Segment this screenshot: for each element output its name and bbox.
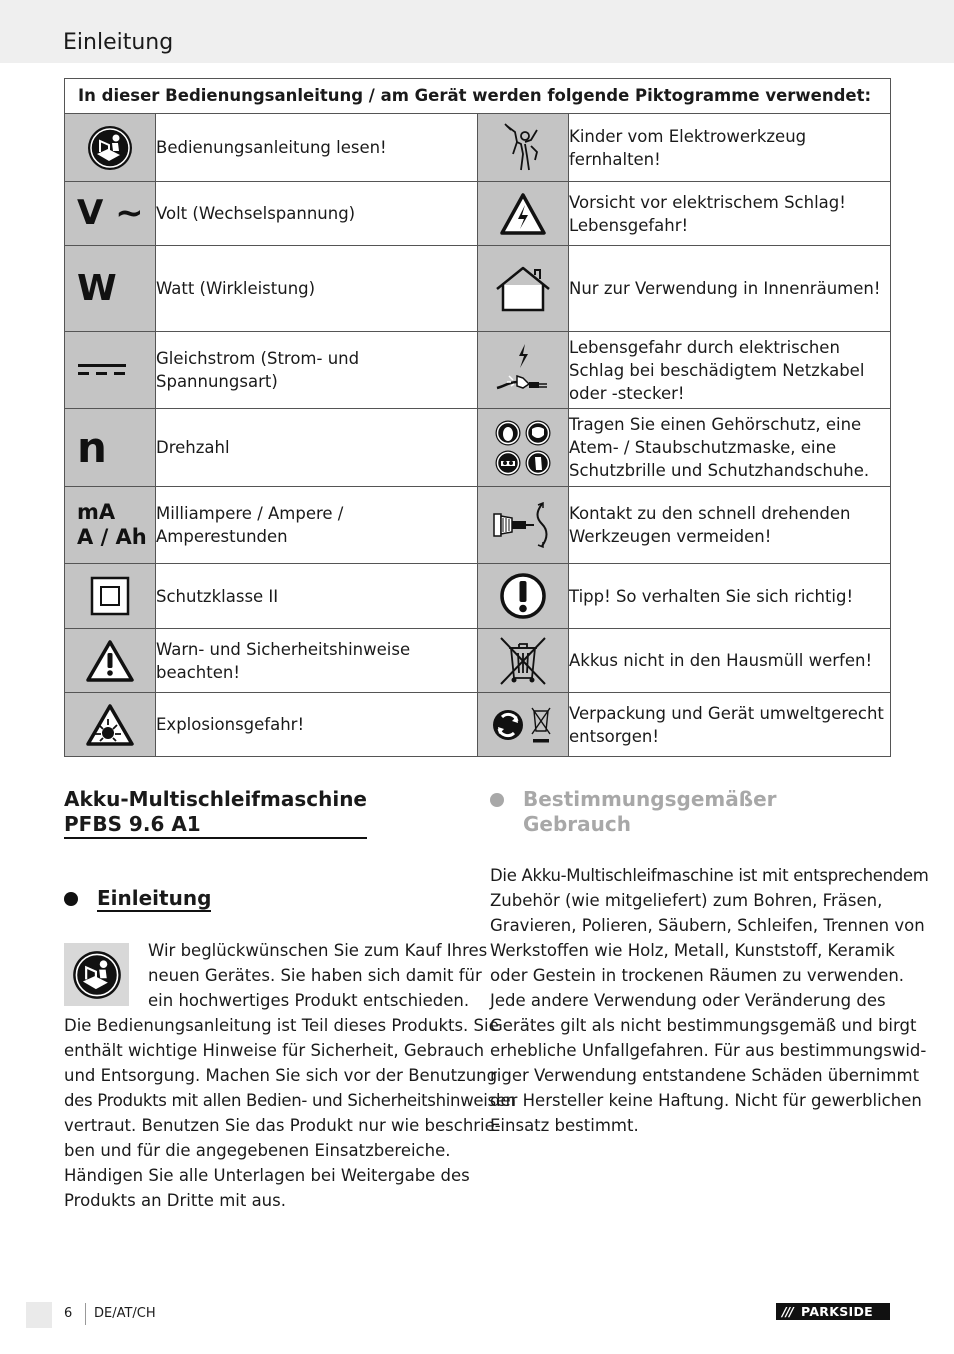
pictogram-description: Akkus nicht in den Hausmüll werfen! xyxy=(569,629,891,693)
text-line: Einsatz bestimmt. xyxy=(490,1116,639,1135)
footer-language: DE/AT/CH xyxy=(94,1306,156,1321)
text-line: Jede andere Verwendung oder Veränderung des xyxy=(490,991,886,1010)
text-line: ein hochwertiges Produkt entschieden. xyxy=(148,991,470,1010)
text-line: neuen Gerätes. Sie haben sich damit für xyxy=(148,966,482,985)
pictogram-description: Verpackung und Gerät umweltgerecht entsorgen! xyxy=(569,693,891,757)
text-line: und Entsorgung. Machen Sie sich vor der Benutzung xyxy=(64,1066,498,1085)
protection-class-ii-icon xyxy=(65,576,155,616)
logo-text: PARKSIDE xyxy=(801,1304,873,1319)
usage-heading xyxy=(490,787,777,837)
pictogram-description: Lebensgefahr durch elektrischen Schlag bei beschädigtem Netzkabel oder -stecker! xyxy=(569,332,891,409)
manual-icon xyxy=(64,943,129,1006)
protective-equipment-icon xyxy=(478,419,568,477)
intro-heading xyxy=(64,886,211,912)
pictogram-description: Nur zur Verwendung in Innenräumen! xyxy=(569,246,891,332)
intro-heading-text: Einleitung xyxy=(97,886,212,910)
usage-heading-line1: Bestimmungsgemäßer xyxy=(523,787,777,811)
text-line: Gerätes gilt als nicht bestimmungsgemäß und birgt xyxy=(490,1016,917,1035)
table-row xyxy=(65,114,891,182)
footer-marker xyxy=(26,1302,52,1328)
pictogram-description: Bedienungsanleitung lesen! xyxy=(156,114,478,182)
explosion-warning-icon xyxy=(65,703,155,747)
logo-slashes: /// xyxy=(782,1304,793,1319)
table-row xyxy=(65,693,891,757)
footer-divider xyxy=(85,1303,86,1325)
ampere-hour-symbol: A / Ah xyxy=(77,525,147,549)
text-line: enthält wichtige Hinweise für Sicherheit, Gebrauch xyxy=(64,1041,485,1060)
direct-current-icon xyxy=(65,362,155,378)
text-line: des Produkts mit allen Bedien- und Sicherheitshinweisen xyxy=(64,1091,516,1110)
product-model: PFBS 9.6 A1 xyxy=(64,812,201,836)
pictogram-description: Schutzklasse II xyxy=(156,564,478,629)
text-line: riger Verwendung entstandene Schäden übernimmt xyxy=(490,1066,920,1085)
table-row xyxy=(65,182,891,246)
manual-icon xyxy=(65,124,155,172)
text-line: ben und für die angegebenen Einsatzbereiche. xyxy=(64,1141,451,1160)
pictogram-description: Milliampere / Ampere / Amperestunden xyxy=(156,487,478,564)
recycling-icon xyxy=(478,703,568,747)
table-row xyxy=(65,409,891,487)
electric-shock-warning-icon xyxy=(478,192,568,236)
bullet-dot-icon xyxy=(490,793,504,807)
text-line: oder Gestein in trockenen Räumen zu verwenden. xyxy=(490,966,905,985)
rotating-tool-icon xyxy=(478,502,568,548)
exclamation-tip-icon xyxy=(478,572,568,620)
pictogram-description: Volt (Wechselspannung) xyxy=(156,182,478,246)
pictogram-description: Gleichstrom (Strom- und Spannungsart) xyxy=(156,332,478,409)
parkside-logo xyxy=(776,1303,890,1320)
page-number: 6 xyxy=(64,1306,73,1321)
pictogram-description: Kinder vom Elektrowerkzeug fernhalten! xyxy=(569,114,891,182)
crossed-bin-icon xyxy=(478,636,568,686)
text-line: Produkts an Dritte mit aus. xyxy=(64,1191,286,1210)
table-row xyxy=(65,246,891,332)
speed-symbol: n xyxy=(77,423,107,472)
pictogram-description: Explosionsgefahr! xyxy=(156,693,478,757)
product-title xyxy=(64,787,367,839)
usage-paragraph xyxy=(490,863,929,1138)
pictogram-description: Warn- und Sicherheitshinweise beachten! xyxy=(156,629,478,693)
text-line: Gravieren, Polieren, Säubern, Schleifen, Trennen von xyxy=(490,916,925,935)
pictogram-description: Tipp! So verhalten Sie sich richtig! xyxy=(569,564,891,629)
pictogram-description: Tragen Sie einen Gehörschutz, eine Atem- / Staubschutzmaske, eine Schutzbrille und Schutzhandschuhe. xyxy=(569,409,891,487)
warning-triangle-icon xyxy=(65,639,155,683)
bullet-dot-icon xyxy=(64,892,78,906)
table-row xyxy=(65,487,891,564)
text-line: Die Bedienungsanleitung ist Teil dieses Produkts. Sie xyxy=(64,1016,499,1035)
text-line: der Hersteller keine Haftung. Nicht für gewerblichen xyxy=(490,1091,922,1110)
text-line: erhebliche Unfallgefahren. Für aus bestimmungswid- xyxy=(490,1041,927,1060)
watt-symbol: W xyxy=(77,268,117,309)
page-title: Einleitung xyxy=(63,30,174,55)
table-row xyxy=(65,564,891,629)
usage-heading-line2: Gebrauch xyxy=(523,812,631,836)
text-line: Wir beglückwünschen Sie zum Kauf Ihres xyxy=(148,941,488,960)
damaged-cable-icon xyxy=(478,342,568,398)
product-title-line1: Akku-Multischleifmaschine xyxy=(64,787,367,811)
indoor-house-icon xyxy=(478,265,568,313)
keep-children-away-icon xyxy=(478,120,568,176)
intro-paragraph-top xyxy=(148,938,487,1013)
pictogram-description: Vorsicht vor elektrischem Schlag! Lebensgefahr! xyxy=(569,182,891,246)
text-line: Händigen Sie alle Unterlagen bei Weitergabe des xyxy=(64,1166,470,1185)
volt-ac-symbol: V ~ xyxy=(77,193,144,233)
text-line: Werkstoffen wie Holz, Metall, Kunststoff, Keramik xyxy=(490,941,895,960)
page-header xyxy=(0,0,954,63)
intro-paragraph xyxy=(64,1013,516,1213)
pictogram-table xyxy=(64,78,891,757)
pictogram-description: Watt (Wirkleistung) xyxy=(156,246,478,332)
table-heading: In dieser Bedienungsanleitung / am Gerät werden folgende Piktogramme verwendet: xyxy=(65,79,891,114)
text-line: vertraut. Benutzen Sie das Produkt nur wie beschrie- xyxy=(64,1116,501,1135)
pictogram-description: Kontakt zu den schnell drehenden Werkzeugen vermeiden! xyxy=(569,487,891,564)
text-line: Zubehör (wie mitgeliefert) zum Bohren, Fräsen, xyxy=(490,891,883,910)
table-row xyxy=(65,629,891,693)
milliampere-symbol: mA xyxy=(77,500,116,524)
pictogram-description: Drehzahl xyxy=(156,409,478,487)
table-row xyxy=(65,332,891,409)
text-line: Die Akku-Multischleifmaschine ist mit entsprechendem xyxy=(490,866,929,885)
